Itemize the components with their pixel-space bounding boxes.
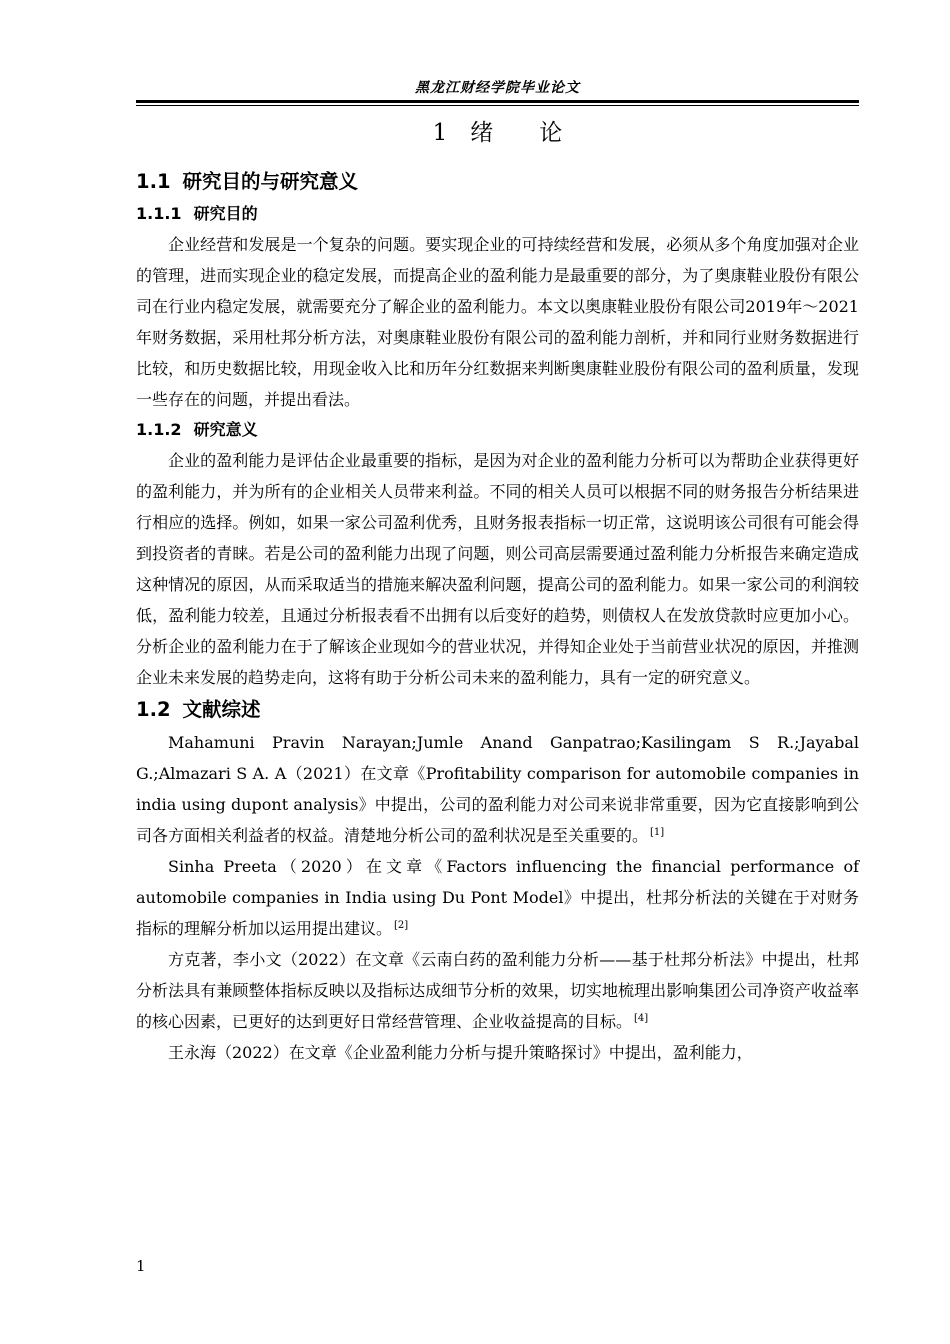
document-body bbox=[136, 165, 859, 1068]
subsection-number: 1.1.1 bbox=[136, 204, 182, 223]
section-number: 1.1 bbox=[136, 170, 171, 193]
subsection-number: 1.1.2 bbox=[136, 420, 182, 439]
paragraph-literature-1 bbox=[136, 727, 859, 851]
section-title: 文献综述 bbox=[182, 698, 261, 721]
subsection-title: 研究意义 bbox=[193, 420, 258, 439]
citation-marker: [1] bbox=[650, 826, 665, 838]
section-number: 1.2 bbox=[136, 698, 171, 721]
paragraph-research-significance: 企业的盈利能力是评估企业最重要的指标，是因为对企业的盈利能力分析可以为帮助企业获得更好的盈利能力，并为所有的企业相关人员带来利益。不同的相关人员可以根据不同的财务报告分析结果进行相应的选择。例如，如果一家公司盈利优秀，且财务报表指标一切正常，这说明该公司很有可能会得到投资者的青睐。若是公司的盈利能力出现了问题，则公司高层需要通过盈利能力分析报告来确定造成这种情况的原因，从而采取适当的措施来解决盈利问题，提高公司的盈利能力。如果一家公司的利润较低，盈利能力较差，且通过分析报表看不出拥有以后变好的趋势，则债权人在发放贷款时应更加小心。分析企业的盈利能力在于了解该企业现如今的营业状况，并得知企业处于当前营业状况的原因，并推测企业未来发展的趋势走向，这将有助于分析公司未来的盈利能力，具有一定的研究意义。 bbox=[136, 451, 859, 687]
paragraph-text: Mahamuni Pravin Narayan;Jumle Anand Ganpatrao;Kasilingam S R.;Jayabal G.;Almazari S A. A（2021）在文章《Profitability comparison for automobile companies in india using dupont analysis》中提出，公司的盈利能力对公司来说非常重要，因为它直接影响到公司各方面相关利益者的权益。清楚地分析公司的盈利状况是至关重要的。 bbox=[136, 733, 859, 845]
paragraph-literature-4: 王永海（2022）在文章《企业盈利能力分析与提升策略探讨》中提出，盈利能力， bbox=[168, 1043, 753, 1062]
paragraph-literature-2 bbox=[136, 851, 859, 944]
section-heading-1-2 bbox=[136, 693, 859, 727]
paragraph-text: Sinha Preeta（2020）在文章《Factors influencing the financial performance of automobile companies in India using Du Pont Model》中提出，杜邦分析法的关键在于对财务指标的理解分析加以运用提出建议。 bbox=[136, 857, 859, 938]
section-title: 研究目的与研究意义 bbox=[182, 170, 359, 193]
header-rule-thin bbox=[136, 105, 859, 106]
header-rule-thick bbox=[136, 100, 859, 103]
subsection-heading-1-1-1 bbox=[136, 199, 859, 229]
paragraph-literature-3 bbox=[136, 944, 859, 1037]
page-number: 1 bbox=[136, 1257, 146, 1275]
citation-marker: [2] bbox=[394, 919, 409, 931]
subsection-heading-1-1-2 bbox=[136, 415, 859, 445]
paragraph-text: 方克著，李小文（2022）在文章《云南白药的盈利能力分析——基于杜邦分析法》中提出，杜邦分析法具有兼顾整体指标反映以及指标达成细节分析的效果，切实地梳理出影响集团公司净资产收益率的核心因素，已更好的达到更好日常经营管理、企业收益提高的目标。 bbox=[136, 950, 859, 1031]
running-header: 黑龙江财经学院毕业论文 bbox=[415, 80, 580, 96]
paragraph-research-purpose: 企业经营和发展是一个复杂的问题。要实现企业的可持续经营和发展，必须从多个角度加强对企业的管理，进而实现企业的稳定发展，而提高企业的盈利能力是最重要的部分，为了奥康鞋业股份有限公司在行业内稳定发展，就需要充分了解企业的盈利能力。本文以奥康鞋业股份有限公司2019年～2021年财务数据，采用杜邦分析方法，对奥康鞋业股份有限公司的盈利能力剖析，并和同行业财务数据进行比较，和历史数据比较，用现金收入比和历年分红数据来判断奥康鞋业股份有限公司的盈利质量，发现一些存在的问题，并提出看法。 bbox=[136, 235, 859, 409]
subsection-title: 研究目的 bbox=[193, 204, 258, 223]
section-heading-1-1 bbox=[136, 165, 859, 199]
chapter-title: 1 绪 论 bbox=[432, 120, 563, 146]
citation-marker: [4] bbox=[634, 1012, 649, 1024]
